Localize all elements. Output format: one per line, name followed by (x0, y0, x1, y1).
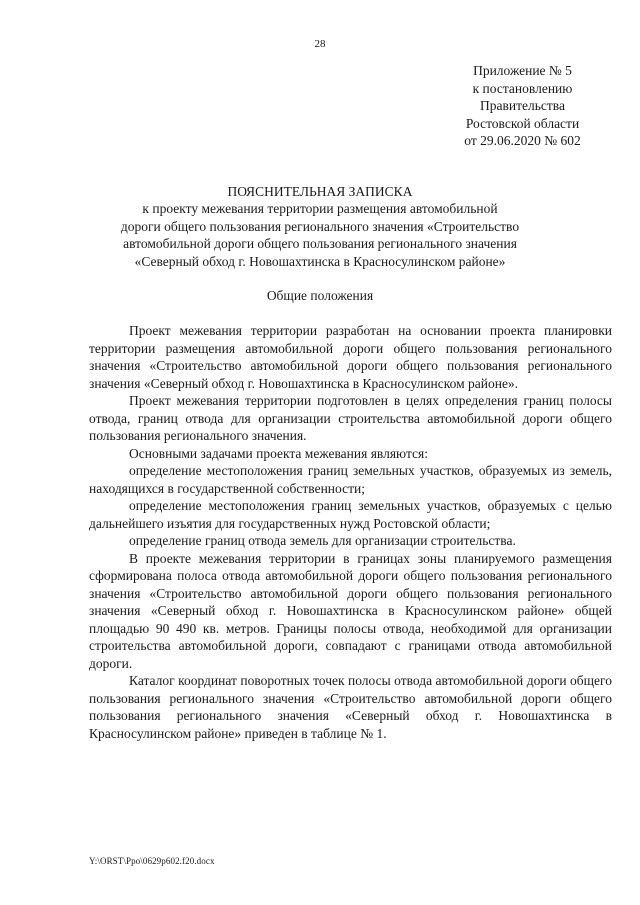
paragraph-task-construction: определение границ отвода земель для организации строительства. (129, 533, 516, 548)
appendix-line-resolution: к постановлению (472, 80, 573, 96)
appendix-line-date: от 29.06.2020 № 602 (464, 133, 581, 148)
appendix-header (430, 62, 615, 150)
note-title: ПОЯСНИТЕЛЬНАЯ ЗАПИСКА (227, 184, 413, 199)
note-subject-line: дороги общего пользования регионального значения «Строительство (120, 218, 520, 234)
paragraph-coordinates-catalog: Каталог координат поворотных точек полосы отвода автомобильной дороги общего пользования регионального значения «Строительство автомобильной дороги общего пользования регионального значения «Северный обход г. Новошахтинска в Красносулинском районе» приведен в таблице № 1. (89, 673, 612, 741)
note-subject-line: автомобильной дороги общего пользования регионального значения (123, 236, 517, 251)
note-subject (0, 200, 640, 270)
section-heading: Общие положения (266, 288, 374, 303)
paragraph-task-state-land: определение местоположения границ земельных участков, образуемых из земель, находящихся в государственной собственности; (89, 463, 612, 496)
appendix-line-number: Приложение № 5 (473, 63, 572, 78)
paragraph-right-of-way: В проекте межевания территории в границах зоны планируемого размещения сформирована полоса отвода автомобильной дороги общего пользования регионального значения «Строительство автомобильной дороги общего пользования регионального значения «Северный обход г. Новошахтинска в Красносулинском районе» общей площадью 90 490 кв. метров. Границы полосы отвода, необходимой для организации строительства автомобильной дороги, совпадают с границами отвода автомобильной дороги. (89, 550, 612, 671)
body-text (89, 322, 612, 742)
footer-file-path: Y:\ORST\Ppo\0629p602.f20.docx (89, 856, 215, 866)
note-subject-line: к проекту межевания территории размещения автомобильной (142, 201, 498, 216)
page-number: 28 (314, 38, 326, 50)
paragraph-task-seizure: определение местоположения границ земельных участков, образуемых с целью дальнейшего изъятия для государственных нужд Ростовской области; (89, 498, 612, 531)
appendix-line-government: Правительства (480, 98, 565, 113)
note-subject-line: «Северный обход г. Новошахтинска в Красносулинском районе» (134, 253, 506, 269)
paragraph-basis: Проект межевания территории разработан на основании проекта планировки территории размещения автомобильной дороги общего пользования регионального значения «Строительство автомобильной дороги общего пользования регионального значения «Северный обход г. Новошахтинска в Красносулинском районе». (89, 323, 612, 391)
paragraph-purpose: Проект межевания территории подготовлен в целях определения границ полосы отвода, границ отвода для организации строительства автомобильной дороги общего пользования регионального значения. (89, 393, 612, 443)
paragraph-tasks-intro: Основными задачами проекта межевания являются: (129, 445, 428, 461)
appendix-line-region: Ростовской области (465, 115, 580, 131)
